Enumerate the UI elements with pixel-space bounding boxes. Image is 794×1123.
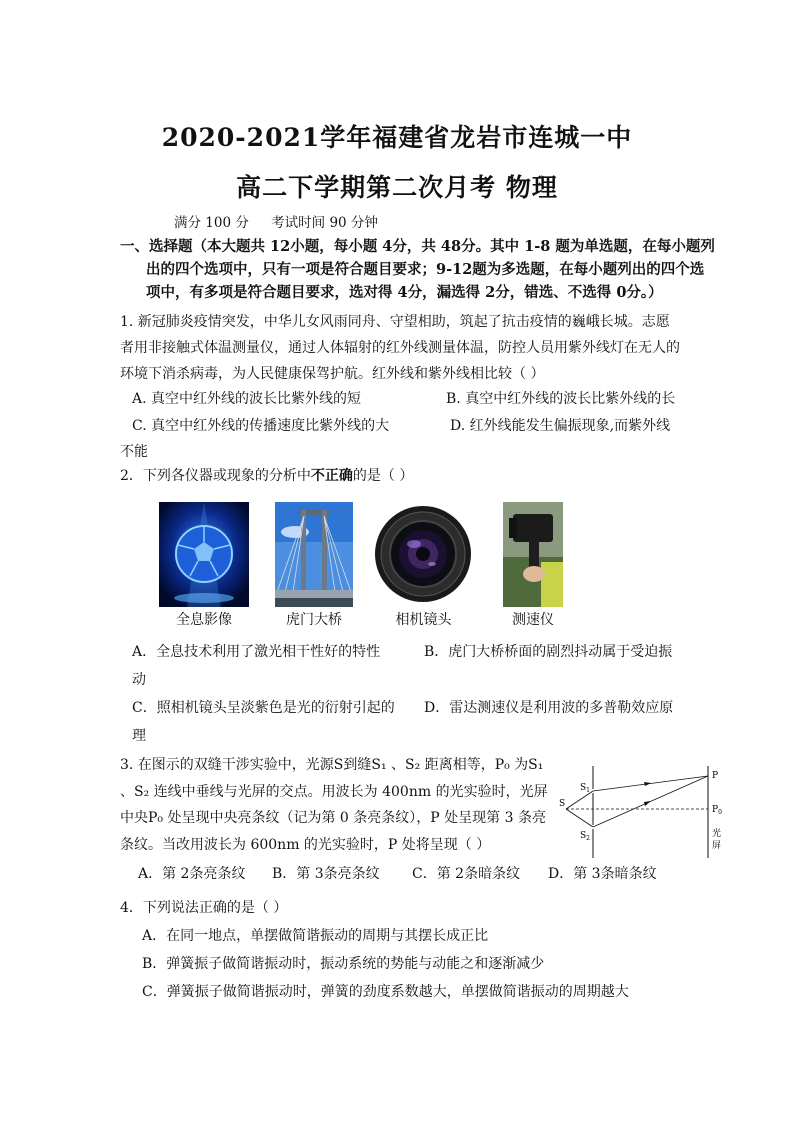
q1-option-b: B. 真空中红外线的波长比紫外线的长 <box>446 391 676 407</box>
diagram-label-p: P <box>712 771 719 781</box>
q3-option-c: C．第 2条暗条纹 <box>412 866 521 882</box>
exam-title-line2: 高二下学期第二次月考 物理 <box>236 173 558 202</box>
caption-speed-gun: 测速仪 <box>512 612 554 628</box>
diagram-label-s1-sub: 1 <box>586 787 590 794</box>
exam-time: 考试时间 90 分钟 <box>271 215 378 231</box>
diagram-label-s2-sub: 2 <box>586 835 590 842</box>
diagram-label-p0-sub: 0 <box>718 809 722 816</box>
q2-stem-bold: 不正确 <box>310 468 353 484</box>
q2-stem-suffix: 的是（ ） <box>352 468 414 484</box>
diagram-label-s1 <box>580 783 590 794</box>
exam-meta <box>174 211 396 231</box>
q2-option-a: A．全息技术利用了激光相干性好的特性 <box>132 644 381 660</box>
exam-title-line1: 2020-2021学年福建省龙岩市连城一中 <box>161 123 633 152</box>
q1-option-d-cont: 不能 <box>120 444 148 460</box>
diagram-label-s1-letter: S <box>580 783 587 793</box>
q2-option-d-cont: 理 <box>132 728 146 744</box>
q2-option-b: B．虎门大桥桥面的剧烈抖动属于受迫振 <box>424 644 673 660</box>
diagram-label-s2-letter: S <box>580 831 587 841</box>
double-slit-diagram <box>556 762 726 862</box>
q3-stem: 3. 在图示的双缝干涉实验中，光源S到缝S₁ 、S₂ 距离相等，P₀ 为S₁ 、S₂ 连线中垂线与光屏的交点。用波长为 400nm 的光实验时，光屏中央P₀ 处呈现中央亮条纹（记为第 0 条亮条纹），P 处呈现第 3 条亮条纹。当改用波长为 600nm 的光实验时，P 处将呈现（ ） <box>120 757 548 853</box>
q3-option-b: B．第 3条亮条纹 <box>272 866 380 882</box>
q2-option-d: D．雷达测速仪是利用波的多普勒效应原 <box>424 700 674 716</box>
diagram-screen-label-1: 光 <box>712 829 722 839</box>
q1-option-c: C. 真空中红外线的传播速度比紫外线的大 <box>132 418 390 434</box>
q2-stem-prefix: 2．下列各仪器或现象的分析中 <box>120 468 311 484</box>
caption-camera-lens: 相机镜头 <box>395 612 452 628</box>
q1-stem: 1. 新冠肺炎疫情突发，中华儿女风雨同舟、守望相助，筑起了抗击疫情的巍峨长城。志愿者用非接触式体温测量仪，通过人体辐射的红外线测量体温，防控人员用紫外线灯在无人的环境下消杀病毒，为人民健康保驾护航。红外线和紫外线相比较（ ） <box>120 314 680 382</box>
hologram-image <box>159 502 249 607</box>
q3-option-a: A．第 2条亮条纹 <box>138 866 246 882</box>
caption-bridge: 虎门大桥 <box>286 612 342 628</box>
full-score: 满分 100 分 <box>174 215 249 231</box>
camera-lens-image <box>370 502 477 607</box>
q2-stem <box>120 464 413 488</box>
caption-hologram: 全息影像 <box>176 612 232 628</box>
q4-option-a: A．在同一地点，单摆做简谐振动的周期与其摆长成正比 <box>142 928 489 944</box>
q1-option-a: A. 真空中红外线的波长比紫外线的短 <box>132 391 362 407</box>
diagram-label-s: S <box>559 799 566 809</box>
diagram-screen-label-2: 屏 <box>712 841 722 851</box>
diagram-label-s2 <box>580 831 590 842</box>
q1-option-d: D. 红外线能发生偏振现象,而紫外线 <box>450 418 671 434</box>
q4-option-b: B．弹簧振子做简谐振动时，振动系统的势能与动能之和逐渐减少 <box>142 956 545 972</box>
bridge-image <box>275 502 353 607</box>
q2-option-b-cont: 动 <box>132 672 146 688</box>
q4-stem: 4．下列说法正确的是（ ） <box>120 900 288 916</box>
q3-option-d: D．第 3条暗条纹 <box>548 866 657 882</box>
section-heading: 一、选择题（本大题共 12小题，每小题 4分，共 48分。其中 1-8 题为单选题，在每小题列出的四个选项中，只有一项是符合题目要求；9-12题为多选题，在每小题列出的四个选项中，有多项是符合题目要求，选对得 4分，漏选得 2分，错选、不选得 0分。） <box>120 238 715 301</box>
q2-option-c: C．照相机镜头呈淡紫色是光的衍射引起的 <box>132 700 395 716</box>
speed-gun-image <box>503 502 563 607</box>
q4-option-c: C．弹簧振子做简谐振动时，弹簧的劲度系数越大，单摆做简谐振动的周期越大 <box>142 984 629 1000</box>
diagram-label-p0-letter: P <box>712 805 719 815</box>
diagram-label-p0 <box>712 805 722 816</box>
